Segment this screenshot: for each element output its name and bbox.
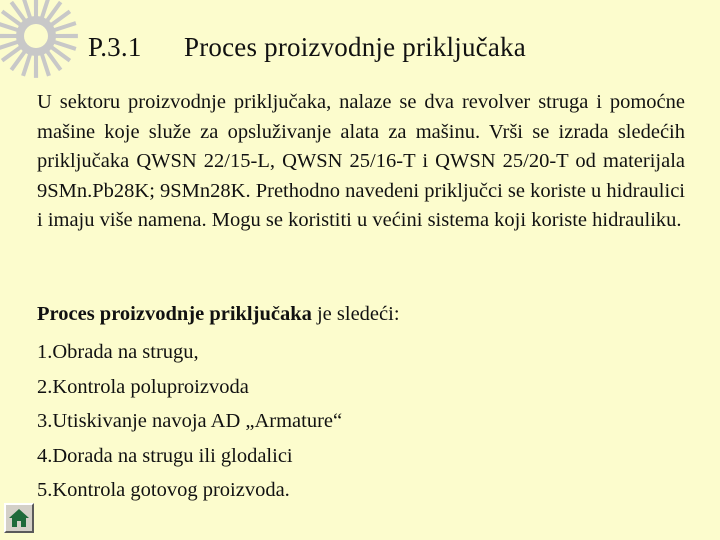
- gear-sunburst-icon: [0, 0, 80, 80]
- process-step: 1.Obrada na strugu,: [37, 341, 199, 363]
- process-step: 4.Dorada na strugu ili glodalici: [37, 444, 293, 467]
- process-steps-list: [37, 337, 342, 510]
- process-heading: [37, 303, 400, 326]
- gear-ray: [34, 0, 38, 18]
- gear-ray: [34, 54, 38, 78]
- title-number: P.3.1: [88, 32, 142, 62]
- intro-paragraph: U sektoru proizvodnje priključaka, nalaze se dva revolver struga i pomoćne mašine koje služe za opsluživanje alata za mašinu. Vrši se izrada sledećih priključaka QWSN 22/15-L, QWSN 25/16-T i QWSN 25/20-T od materijala 9SMn.Pb28K; 9SMn28K. Prethodno navedeni priključci se koriste u hidraulici i imaju više namena. Mogu se koristiti u većini sistema koji koriste hidrauliku.: [37, 91, 685, 231]
- home-button[interactable]: [4, 503, 34, 533]
- gear-ray: [0, 34, 18, 38]
- process-heading-rest: je sledeći:: [311, 303, 400, 325]
- gear-ray: [54, 34, 78, 38]
- process-heading-bold: Proces proizvodnje priključaka: [37, 303, 312, 325]
- process-step: 5.Kontrola gotovog proizvoda.: [37, 479, 290, 502]
- home-icon: [7, 506, 31, 530]
- title-text: Proces proizvodnje priključaka: [184, 32, 526, 62]
- process-step: 3.Utiskivanje navoja AD „Armature“: [37, 410, 343, 433]
- process-step: 2.Kontrola poluproizvoda: [37, 375, 249, 398]
- slide-title: [88, 32, 526, 63]
